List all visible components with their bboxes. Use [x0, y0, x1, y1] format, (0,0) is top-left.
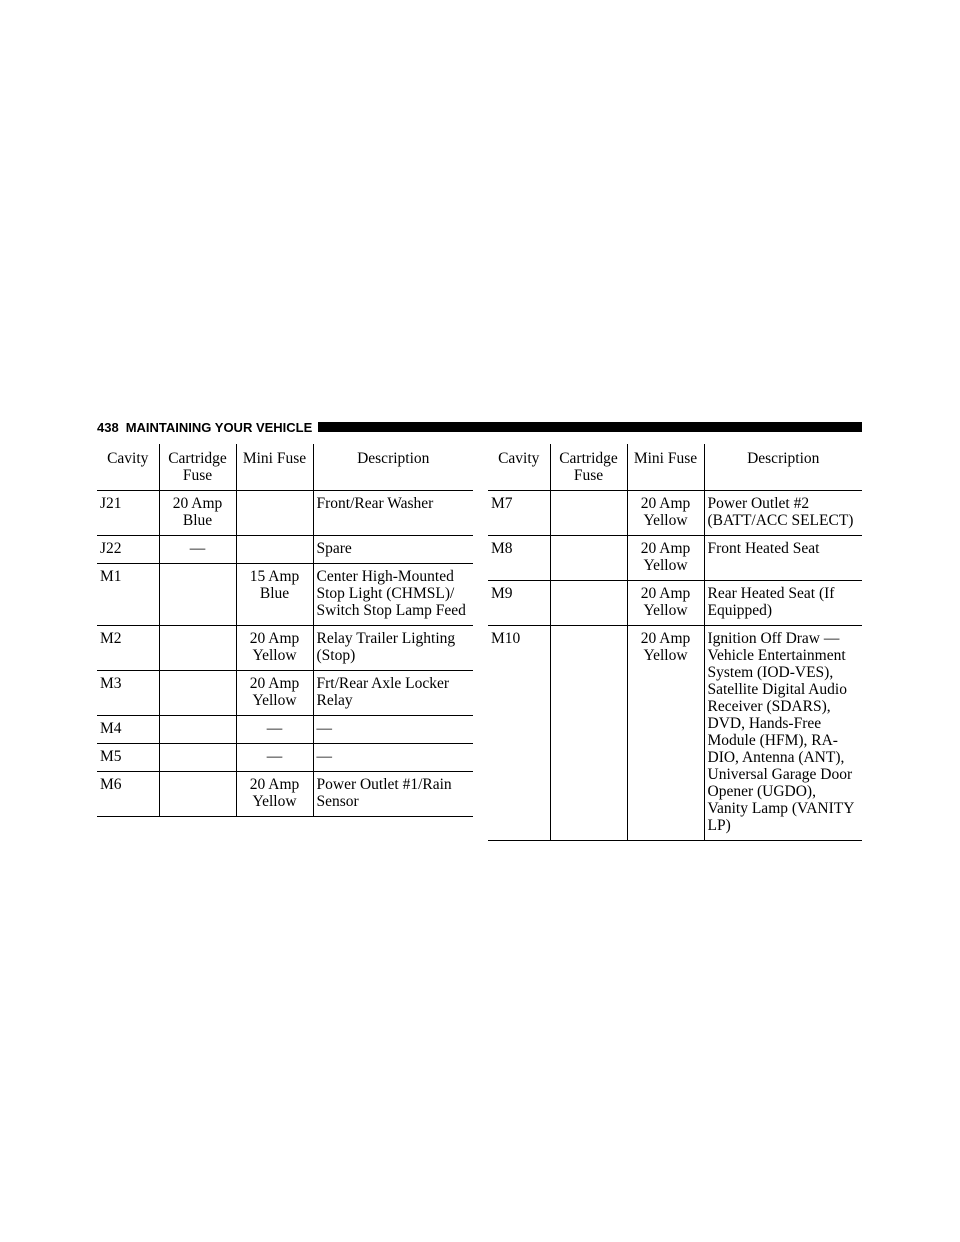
- col-cartridge-fuse: Cartridge Fuse: [159, 444, 236, 491]
- description-cell: Rear Heated Seat (If Equipped): [704, 581, 862, 626]
- table-header-row: [488, 444, 862, 491]
- table-header-row: [97, 444, 473, 491]
- cavity-cell: M5: [97, 744, 159, 772]
- mini-fuse-cell: 20 Amp Yellow: [627, 581, 704, 626]
- col-description: Description: [704, 444, 862, 491]
- description-cell: —: [313, 716, 473, 744]
- table-row: [488, 491, 862, 536]
- description-cell: Frt/Rear Axle Locker Relay: [313, 671, 473, 716]
- cartridge-fuse-cell: [550, 536, 627, 581]
- page-number: 438: [97, 419, 119, 435]
- page-header: [97, 416, 862, 438]
- table-row: [97, 744, 473, 772]
- cavity-cell: M1: [97, 564, 159, 626]
- cavity-cell: J22: [97, 536, 159, 564]
- cartridge-fuse-cell: [159, 716, 236, 744]
- col-cavity: Cavity: [97, 444, 159, 491]
- mini-fuse-cell: 20 Amp Yellow: [236, 671, 313, 716]
- table-row: [97, 626, 473, 671]
- table-row: [97, 772, 473, 817]
- cartridge-fuse-cell: [550, 581, 627, 626]
- cavity-cell: M10: [488, 626, 550, 841]
- cavity-cell: M6: [97, 772, 159, 817]
- cartridge-fuse-cell: —: [159, 536, 236, 564]
- cartridge-fuse-cell: [550, 626, 627, 841]
- cavity-cell: M7: [488, 491, 550, 536]
- cartridge-fuse-cell: [159, 671, 236, 716]
- cavity-cell: M2: [97, 626, 159, 671]
- mini-fuse-cell: 20 Amp Yellow: [236, 772, 313, 817]
- mini-fuse-cell: —: [236, 744, 313, 772]
- cavity-cell: M8: [488, 536, 550, 581]
- description-cell: —: [313, 744, 473, 772]
- description-cell: Center High-Mounted Stop Light (CHMSL)/ Switch Stop Lamp Feed: [313, 564, 473, 626]
- mini-fuse-cell: 15 Amp Blue: [236, 564, 313, 626]
- cartridge-fuse-cell: [550, 491, 627, 536]
- table-row: [97, 491, 473, 536]
- table-row: [488, 581, 862, 626]
- description-cell: Front/Rear Washer: [313, 491, 473, 536]
- description-cell: Ignition Off Draw — Vehicle Entertainment System (IOD-VES), Satellite Digital Audio Receiver (SDARS), DVD, Hands-Free Module (HFM), RA- DIO, Antenna (ANT), Universal Garage Door Opener (UGDO), Vanity Lamp (VANITY LP): [704, 626, 862, 841]
- mini-fuse-cell: [236, 491, 313, 536]
- table-row: [488, 536, 862, 581]
- col-mini-fuse: Mini Fuse: [236, 444, 313, 491]
- mini-fuse-cell: [236, 536, 313, 564]
- cavity-cell: M4: [97, 716, 159, 744]
- col-mini-fuse: Mini Fuse: [627, 444, 704, 491]
- description-cell: Front Heated Seat: [704, 536, 862, 581]
- mini-fuse-cell: 20 Amp Yellow: [627, 626, 704, 841]
- col-description: Description: [313, 444, 473, 491]
- description-cell: Spare: [313, 536, 473, 564]
- cartridge-fuse-cell: [159, 626, 236, 671]
- table-row: [97, 671, 473, 716]
- mini-fuse-cell: 20 Amp Yellow: [627, 536, 704, 581]
- section-title: MAINTAINING YOUR VEHICLE: [125, 419, 313, 435]
- table-row: [97, 564, 473, 626]
- header-rule: [318, 422, 862, 432]
- description-cell: Relay Trailer Lighting (Stop): [313, 626, 473, 671]
- cartridge-fuse-cell: [159, 564, 236, 626]
- cartridge-fuse-cell: [159, 772, 236, 817]
- fuse-table-left: [97, 444, 473, 817]
- col-cartridge-fuse: Cartridge Fuse: [550, 444, 627, 491]
- cavity-cell: J21: [97, 491, 159, 536]
- fuse-table-right: [488, 444, 862, 841]
- table-row: [97, 716, 473, 744]
- cavity-cell: M3: [97, 671, 159, 716]
- mini-fuse-cell: —: [236, 716, 313, 744]
- cavity-cell: M9: [488, 581, 550, 626]
- mini-fuse-cell: 20 Amp Yellow: [627, 491, 704, 536]
- cartridge-fuse-cell: [159, 744, 236, 772]
- table-row: [488, 626, 862, 841]
- description-cell: Power Outlet #2 (BATT/ACC SELECT): [704, 491, 862, 536]
- cartridge-fuse-cell: 20 Amp Blue: [159, 491, 236, 536]
- table-row: [97, 536, 473, 564]
- mini-fuse-cell: 20 Amp Yellow: [236, 626, 313, 671]
- col-cavity: Cavity: [488, 444, 550, 491]
- description-cell: Power Outlet #1/Rain Sensor: [313, 772, 473, 817]
